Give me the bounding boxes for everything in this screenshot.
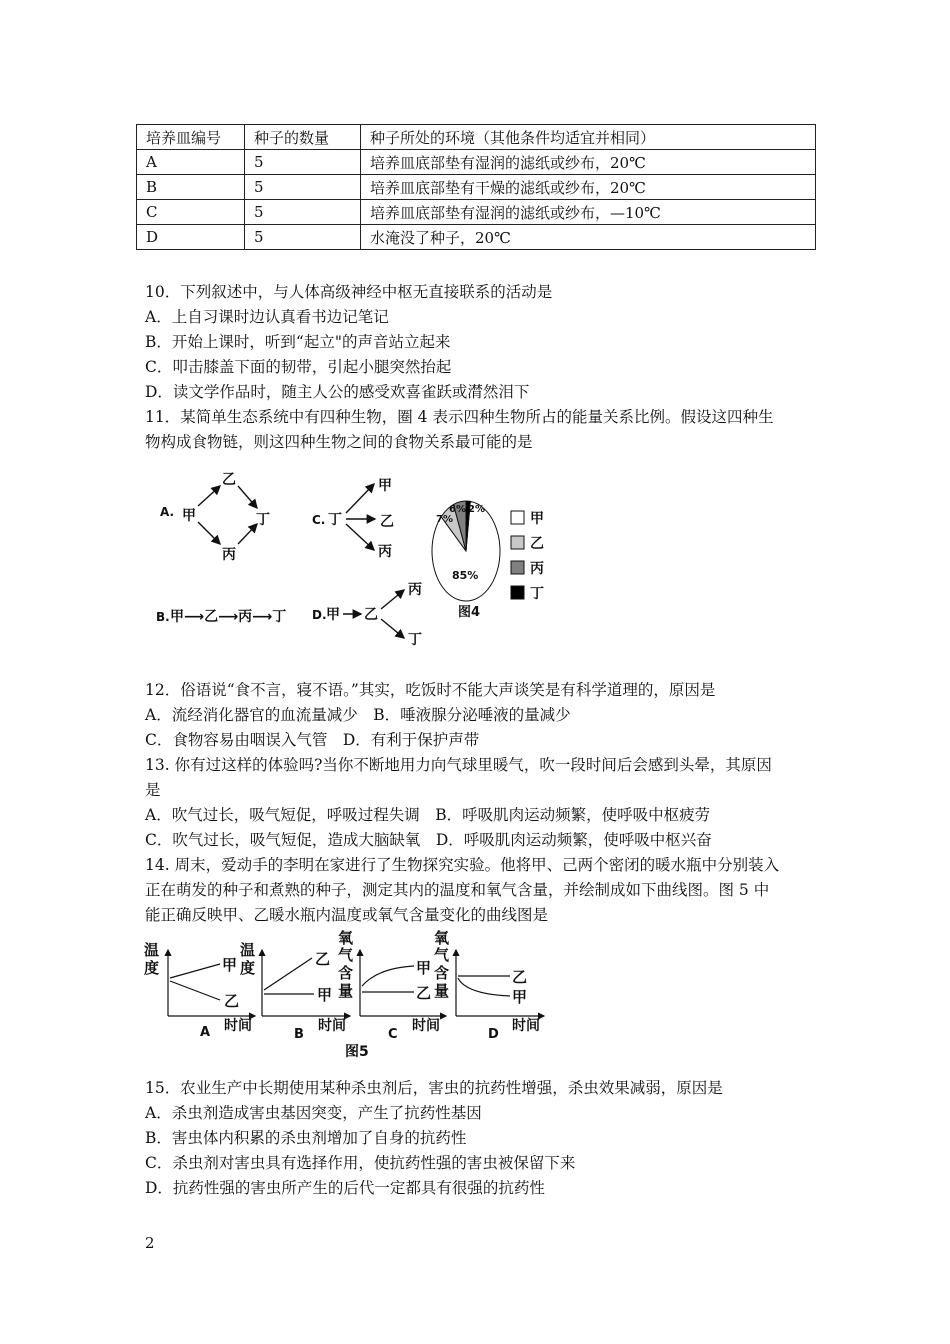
fig5-a-jia: 甲 <box>222 956 238 974</box>
fig5-b-yi: 乙 <box>315 950 331 968</box>
q13-options-ab: A．吹气过长，吸气短促，呼吸过程失调 B．呼吸肌肉运动频繁，使呼吸中枢疲劳 <box>145 806 711 824</box>
fig4-d-yi: 乙 <box>364 607 378 623</box>
table-cell: A <box>137 150 245 175</box>
fig4-a-arrow <box>198 522 220 544</box>
fig5-d-ylabel-1: 氧 <box>434 929 450 947</box>
q15-option-b: B．害虫体内积累的杀虫剂增加了自身的抗药性 <box>145 1129 467 1147</box>
pie-label-bing: 6% <box>449 504 466 515</box>
fig4-a-jia: 甲 <box>182 508 196 524</box>
fig5-a-ylabel-1: 温 <box>144 941 160 959</box>
fig5-d-ylabel-3: 含 <box>434 964 450 982</box>
fig4-option-a-label: A. <box>160 505 175 519</box>
fig5-c-curve-jia <box>362 966 414 986</box>
seed-table <box>136 124 816 250</box>
figure-5 <box>140 928 560 1068</box>
legend-label: 乙 <box>530 536 544 552</box>
legend-label: 丙 <box>530 561 544 577</box>
legend-label: 甲 <box>530 511 544 527</box>
table-row <box>137 200 816 225</box>
table-cell: 5 <box>245 175 361 200</box>
table-cell: 5 <box>245 225 361 250</box>
q10-option-d: D．读文学作品时，随主人公的感受欢喜雀跃或潸然泪下 <box>145 383 530 401</box>
legend-swatch-jia <box>511 511 524 524</box>
legend-label: 丁 <box>530 586 544 602</box>
q13-options-cd: C．吹气过长，吸气短促，造成大脑缺氧 D．呼吸肌肉运动频繁，使呼吸中枢兴奋 <box>145 831 712 849</box>
table-cell: C <box>137 200 245 225</box>
pie-label-jia: 85% <box>452 569 479 582</box>
fig4-a-ding: 丁 <box>256 512 270 528</box>
table-row <box>137 175 816 200</box>
table-cell: 水淹没了种子，20℃ <box>361 225 816 250</box>
fig5-d-jia: 甲 <box>512 988 528 1006</box>
table-header: 种子所处的环境（其他条件均适宜并相同） <box>361 125 816 150</box>
q15-stem: 15．农业生产中长期使用某种杀虫剂后，害虫的抗药性增强，杀虫效果减弱，原因是 <box>145 1079 723 1097</box>
legend-swatch-yi <box>511 536 524 549</box>
fig5-c-xlabel: 时间 <box>412 1018 440 1034</box>
q10-option-c: C．叩击膝盖下面的韧带，引起小腿突然抬起 <box>145 358 452 376</box>
fig5-label-b: B <box>294 1027 304 1042</box>
fig4-a-arrow <box>238 524 257 544</box>
fig5-b-ylabel-2: 度 <box>240 959 256 977</box>
fig4-d-jia: 甲 <box>326 607 340 623</box>
fig4-c-arrow <box>346 524 374 550</box>
fig5-label-d: D <box>488 1027 499 1042</box>
fig5-a-curve-jia <box>170 964 220 978</box>
fig5-b-jia: 甲 <box>317 986 333 1004</box>
fig4-option-d-label: D. <box>312 608 327 622</box>
q14-stem-line1: 14. 周末，爱动手的李明在家进行了生物探究实验。他将甲、己两个密闭的暖水瓶中分别装入 <box>145 856 780 874</box>
table-cell: 培养皿底部垫有湿润的滤纸或纱布，20℃ <box>361 150 816 175</box>
fig4-c-ding: 丁 <box>328 512 342 528</box>
fig4-a-yi: 乙 <box>222 472 236 488</box>
q10-option-b: B．开始上课时，听到“起立"的声音站立起来 <box>145 333 451 351</box>
fig4-c-arrow <box>346 484 374 513</box>
fig5-c-ylabel-2: 气 <box>338 946 354 964</box>
table-header: 培养皿编号 <box>137 125 245 150</box>
table-cell: 培养皿底部垫有湿润的滤纸或纱布，—10℃ <box>361 200 816 225</box>
fig5-d-ylabel-2: 气 <box>434 946 450 964</box>
fig5-a-curve-yi <box>170 981 220 1000</box>
fig5-b-xlabel: 时间 <box>318 1018 346 1034</box>
fig5-caption: 图5 <box>345 1044 369 1060</box>
fig5-c-ylabel-3: 含 <box>338 964 354 982</box>
fig4-option-c-label: C. <box>312 513 326 527</box>
fig5-a-yi: 乙 <box>224 992 240 1010</box>
fig5-d-ylabel-4: 量 <box>434 982 450 1000</box>
legend-swatch-ding <box>511 586 524 599</box>
table-cell: B <box>137 175 245 200</box>
fig5-c-ylabel-4: 量 <box>338 982 354 1000</box>
fig4-d-arrow <box>381 619 404 638</box>
table-cell: 5 <box>245 150 361 175</box>
fig5-label-a: A <box>200 1025 211 1040</box>
q10-stem: 10．下列叙述中，与人体高级神经中枢无直接联系的活动是 <box>145 283 553 301</box>
fig5-d-xlabel: 时间 <box>512 1018 540 1034</box>
page-number: 2 <box>145 1234 155 1252</box>
table-row <box>137 225 816 250</box>
fig4-c-jia: 甲 <box>378 478 392 494</box>
q15-option-c: C．杀虫剂对害虫具有选择作用，使抗药性强的害虫被保留下来 <box>145 1154 576 1172</box>
fig5-b-ylabel-1: 温 <box>240 941 256 959</box>
table-header: 种子的数量 <box>245 125 361 150</box>
fig4-b-chain: 甲⟶乙⟶丙⟶丁 <box>170 609 287 625</box>
fig5-d-curve-jia <box>458 978 510 996</box>
table-header-row <box>137 125 816 150</box>
q15-option-d: D．抗药性强的害虫所产生的后代一定都具有很强的抗药性 <box>145 1179 545 1197</box>
fig4-c-yi: 乙 <box>380 514 394 530</box>
fig4-c-bing: 丙 <box>378 544 392 560</box>
q13-stem-line2: 是 <box>145 781 161 799</box>
q11-stem-line1: 11．某简单生态系统中有四种生物，圈 4 表示四种生物所占的能量关系比例。假设这四种生 <box>145 408 774 426</box>
q11-stem-line2: 物构成食物链，则这四种生物之间的食物关系最可能的是 <box>145 433 533 451</box>
q15-option-a: A．杀虫剂造成害虫基因突变，产生了抗药性基因 <box>145 1104 482 1122</box>
q12-stem: 12．俗语说“食不言，寝不语。”其实，吃饭时不能大声谈笑是有科学道理的，原因是 <box>145 681 716 699</box>
q13-stem-line1: 13. 你有过这样的体验吗?当你不断地用力向气球里暖气，吹一段时间后会感到头晕，其原因 <box>145 756 772 774</box>
fig4-a-bing: 丙 <box>222 547 236 563</box>
table-cell: 5 <box>245 200 361 225</box>
fig4-a-arrow <box>198 486 220 506</box>
fig5-c-ylabel-1: 氧 <box>338 929 354 947</box>
q12-options-cd: C．食物容易由咽误入气管 D．有利于保护声带 <box>145 731 480 749</box>
pie-label-ding: 2% <box>468 504 485 515</box>
fig4-option-b-label: B. <box>156 610 170 624</box>
legend-swatch-bing <box>511 561 524 574</box>
fig5-a-ylabel-2: 度 <box>144 959 160 977</box>
fig5-label-c: C <box>388 1027 398 1042</box>
fig5-b-curve-yi <box>264 958 312 990</box>
figure-4 <box>150 466 570 652</box>
fig4-caption: 图4 <box>458 605 481 620</box>
fig5-d-yi: 乙 <box>512 968 528 986</box>
fig4-d-ding: 丁 <box>408 632 422 648</box>
fig4-a-arrow <box>238 486 257 508</box>
fig5-a-xlabel: 时间 <box>224 1018 252 1034</box>
q12-options-ab: A．流经消化器官的血流量减少 B．唾液腺分泌唾液的量减少 <box>145 706 571 724</box>
fig4-d-bing: 丙 <box>408 582 422 598</box>
table-row <box>137 150 816 175</box>
table-cell: D <box>137 225 245 250</box>
pie-label-yi: 7% <box>436 514 453 525</box>
table-cell: 培养皿底部垫有干燥的滤纸或纱布，20℃ <box>361 175 816 200</box>
fig4-d-arrow <box>381 590 404 609</box>
fig5-c-jia: 甲 <box>416 959 432 977</box>
q14-stem-line2: 正在萌发的种子和煮熟的种子，测定其内的温度和氧气含量，并绘制成如下曲线图。图 5 中 <box>145 881 770 899</box>
q14-stem-line3: 能正确反映甲、乙暖水瓶内温度或氧气含量变化的曲线图是 <box>145 906 549 924</box>
q10-option-a: A．上自习课时边认真看书边记笔记 <box>145 308 389 326</box>
fig5-c-yi: 乙 <box>416 984 432 1002</box>
